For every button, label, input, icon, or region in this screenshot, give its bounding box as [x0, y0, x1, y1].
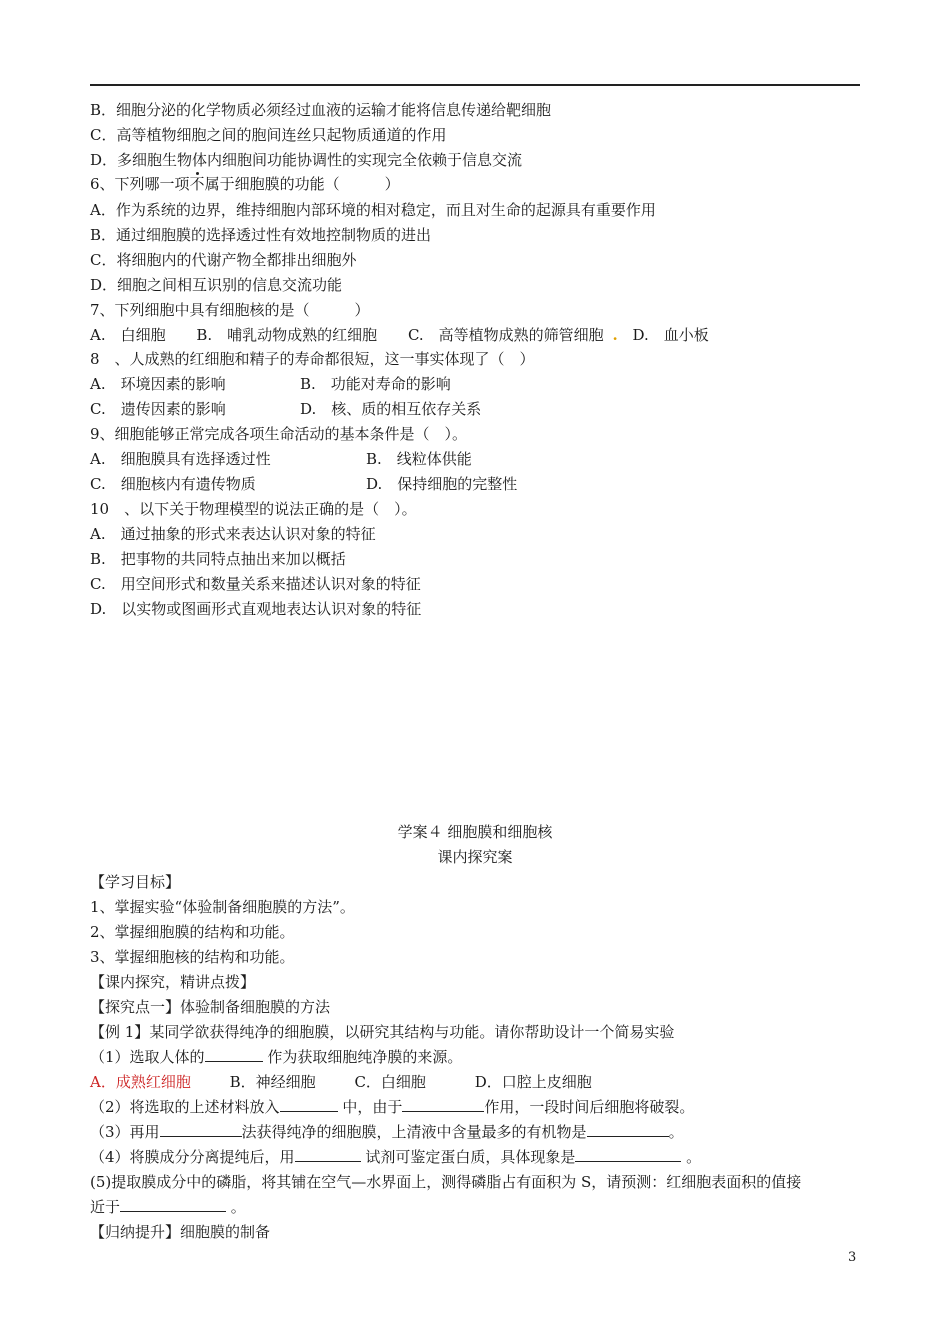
q9-option-b: B. 线粒体供能	[366, 450, 472, 468]
step-5-line-1: (5)提取膜成分中的磷脂，将其铺在空气—水界面上，测得磷脂占有面积为 S，请预测：红细胞表面积的值接	[90, 1173, 802, 1191]
step-4-c: 。	[686, 1148, 702, 1166]
step-1-post: 作为获取细胞纯净膜的来源。	[267, 1048, 463, 1066]
step-5-line-2	[90, 1197, 246, 1217]
q9-option-a: A. 细胞膜具有选择透过性	[90, 450, 271, 468]
q8-row-2	[90, 399, 481, 419]
q9-row-2	[90, 474, 517, 494]
goal-3: 3、掌握细胞核的结构和功能。	[90, 948, 295, 966]
q5-option-b: B．细胞分泌的化学物质必须经过血液的运输才能将信息传递给靶细胞	[90, 101, 552, 119]
summary	[90, 1222, 270, 1242]
q6-stem-post: 属于细胞膜的功能（ ）	[204, 175, 400, 193]
q6-option-b: B．通过细胞膜的选择透过性有效地控制物质的进出	[90, 226, 432, 244]
step-3-c: 。	[668, 1123, 684, 1141]
q8-option-c: C. 遗传因素的影响	[90, 400, 226, 418]
q7-option-b: B. 哺乳动物成熟的红细胞	[196, 326, 378, 344]
step-2-b: 中，由于	[342, 1098, 403, 1116]
q9-option-d: D. 保持细胞的完整性	[366, 475, 518, 493]
section-title: 学案４ 细胞膜和细胞核	[397, 823, 553, 841]
step-1-options	[90, 1072, 592, 1092]
goal-2: 2、掌握细胞膜的结构和功能。	[90, 923, 295, 941]
step-5-pre: 近于	[90, 1198, 121, 1216]
q8-option-d: D. 核、质的相互依存关系	[300, 400, 482, 418]
step-3-a: （3）再用	[90, 1123, 160, 1141]
goal-1: 1、掌握实验“体验制备细胞膜的方法”。	[90, 898, 355, 916]
step-1-option-d: D．口腔上皮细胞	[474, 1073, 592, 1091]
q6-option-c: C．将细胞内的代谢产物全都排出细胞外	[90, 251, 357, 269]
q7-option-c: C. 高等植物成熟的筛管细胞	[407, 326, 604, 344]
q6-option-d: D．细胞之间相互识别的信息交流功能	[90, 276, 343, 294]
step-1	[90, 1047, 462, 1067]
page-number: 3	[848, 1250, 857, 1265]
q9-row-1	[90, 449, 472, 469]
q10-option-b: B. 把事物的共同特点抽出来加以概括	[90, 550, 346, 568]
section-subtitle: 课内探究案	[437, 848, 513, 866]
q10-stem: 10 、以下关于物理模型的说法正确的是（ ）。	[90, 500, 417, 518]
q7-stem: 7、下列细胞中具有细胞核的是（ ）	[90, 301, 370, 319]
step-5-blank[interactable]	[120, 1197, 226, 1212]
step-3	[90, 1122, 684, 1142]
step-1-option-a: A．成熟红细胞	[90, 1073, 191, 1091]
header-rule	[90, 84, 860, 86]
q6-option-a: A．作为系统的边界，维持细胞内部环境的相对稳定，而且对生命的起源具有重要作用	[90, 201, 656, 219]
step-4-blank-1[interactable]	[295, 1147, 361, 1162]
step-3-blank-1[interactable]	[160, 1122, 242, 1137]
step-4-b: 试剂可鉴定蛋白质，具体现象是	[365, 1148, 576, 1166]
step-4-blank-2[interactable]	[575, 1147, 681, 1162]
q5-option-c: C．高等植物细胞之间的胞间连丝只起物质通道的作用	[90, 126, 447, 144]
q7-option-d: D. 血小板	[632, 326, 709, 344]
explore-point-1: 【探究点一】体验制备细胞膜的方法	[90, 998, 331, 1016]
q6-stem-emphasis: 不	[189, 175, 205, 193]
q7-option-a: A. 白细胞	[90, 326, 166, 344]
q10-option-c: C. 用空间形式和数量关系来描述认识对象的特征	[90, 575, 421, 593]
q7-options	[90, 325, 709, 345]
q8-stem: 8 、人成熟的红细胞和精子的寿命都很短，这一事实体现了（ ）	[90, 350, 535, 368]
q8-option-a: A. 环境因素的影响	[90, 375, 226, 393]
step-1-option-b: B．神经细胞	[229, 1073, 316, 1091]
q8-option-b: B. 功能对寿命的影响	[300, 375, 451, 393]
step-2-c: 作用，一段时间后细胞将破裂。	[484, 1098, 695, 1116]
step-3-blank-2[interactable]	[587, 1122, 669, 1137]
q8-row-1	[90, 374, 451, 394]
q6-stem	[90, 174, 400, 194]
step-1-blank[interactable]	[205, 1047, 263, 1062]
summary-tag: 【归纳提升】	[90, 1223, 181, 1241]
q5-option-d: D．多细胞生物体内细胞间功能协调性的实现完全依赖于信息交流	[90, 151, 523, 169]
step-2-a: （2）将选取的上述材料放入	[90, 1098, 280, 1116]
q10-option-d: D. 以实物或图画形式直观地表达认识对象的特征	[90, 600, 422, 618]
summary-text: 细胞膜的制备	[180, 1223, 271, 1241]
step-4	[90, 1147, 701, 1167]
explore-header: 【课内探究，精讲点拨】	[90, 973, 256, 991]
step-2-blank-2[interactable]	[402, 1097, 484, 1112]
example-text: 某同学欲获得纯净的细胞膜，以研究其结构与功能。请你帮助设计一个简易实验	[149, 1023, 675, 1041]
step-4-a: （4）将膜成分分离提纯后，用	[90, 1148, 295, 1166]
q6-stem-pre: 6、下列哪一项	[90, 175, 190, 193]
step-2	[90, 1097, 694, 1117]
example-tag: 【例 1】	[90, 1023, 150, 1041]
goals-header: 【学习目标】	[90, 873, 181, 891]
step-5-post: 。	[230, 1198, 246, 1216]
q9-stem: 9、细胞能够正常完成各项生命活动的基本条件是（ ）。	[90, 425, 468, 443]
step-1-pre: （1）选取人体的	[90, 1048, 205, 1066]
step-1-option-c: C．白细胞	[354, 1073, 426, 1091]
q10-option-a: A. 通过抽象的形式来表达认识对象的特征	[90, 525, 376, 543]
example-1	[90, 1022, 674, 1042]
step-2-blank-1[interactable]	[280, 1097, 338, 1112]
q9-option-c: C. 细胞核内有遗传物质	[90, 475, 256, 493]
step-3-b: 法获得纯净的细胞膜，上清液中含量最多的有机物是	[241, 1123, 587, 1141]
q7-marker-dot: .	[612, 326, 618, 344]
